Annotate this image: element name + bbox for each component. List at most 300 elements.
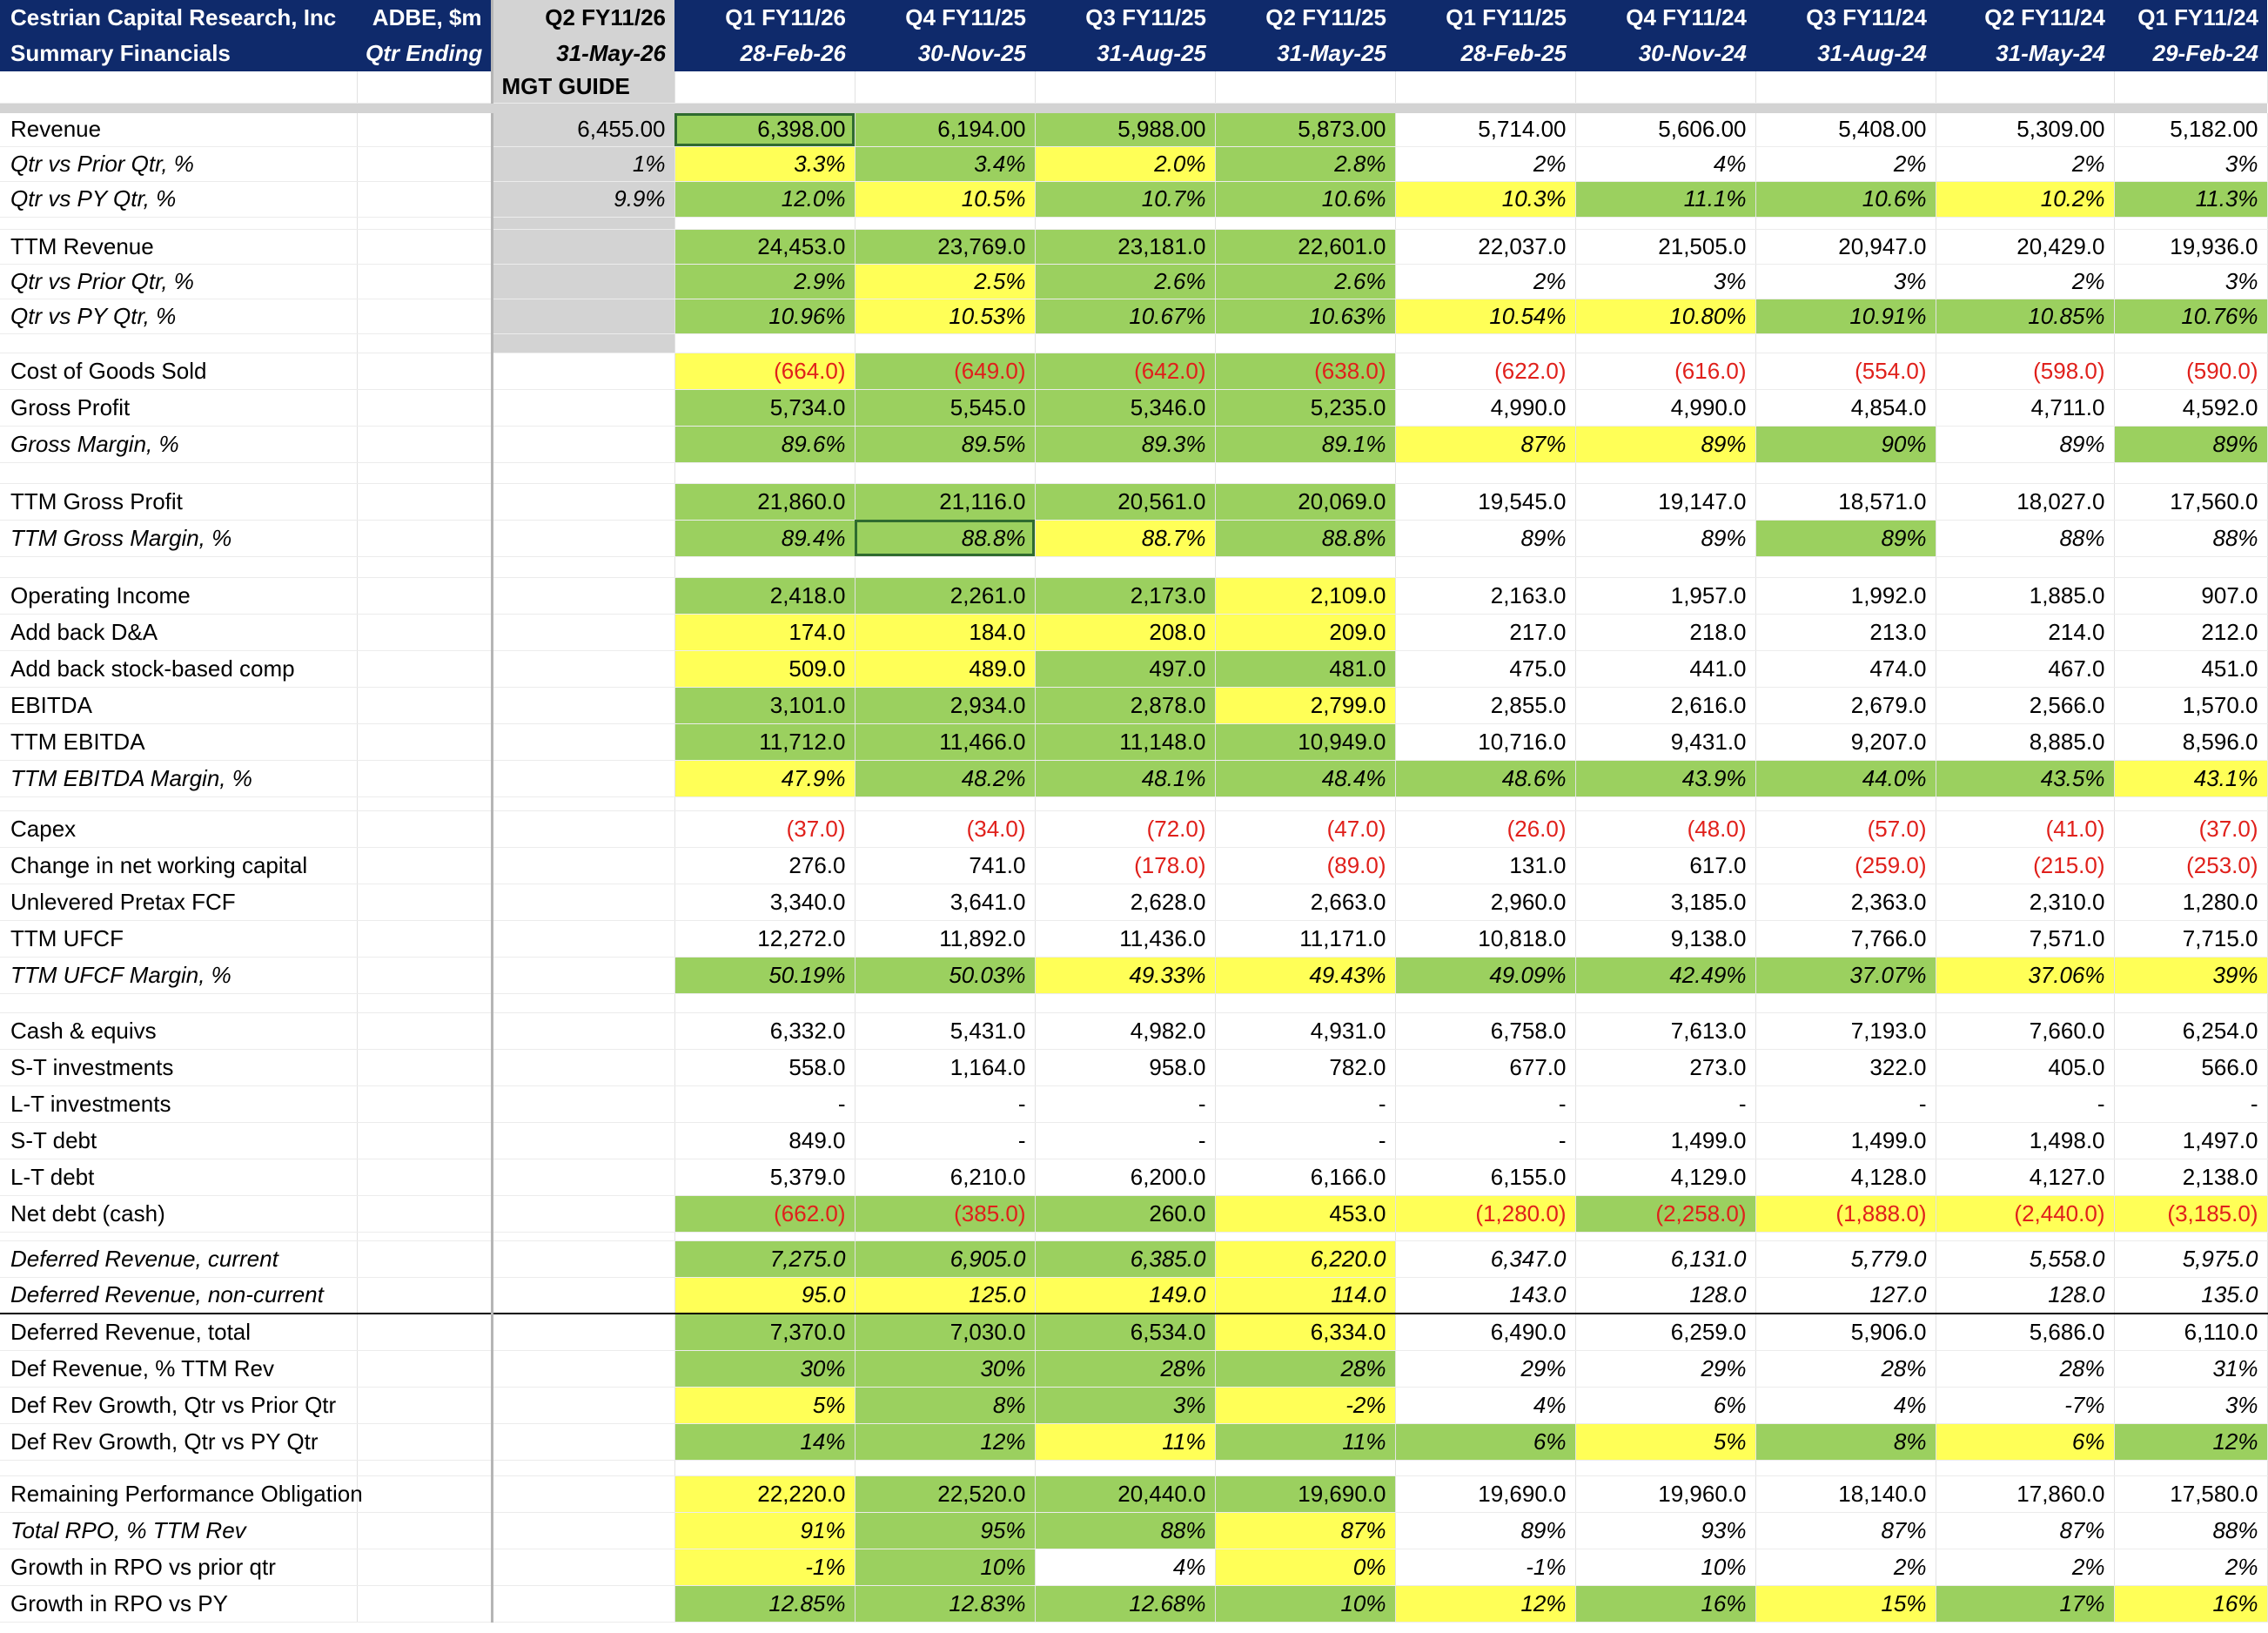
value-cell[interactable]: 5,873.00 (1215, 113, 1395, 146)
empty-cell[interactable] (1755, 71, 1936, 103)
value-cell[interactable]: 17,560.0 (2114, 483, 2267, 520)
value-cell[interactable]: 1,164.0 (855, 1049, 1035, 1085)
value-cell[interactable]: 88% (1035, 1512, 1215, 1549)
value-cell[interactable]: 2.5% (855, 264, 1035, 299)
value-cell[interactable]: 1,498.0 (1936, 1122, 2114, 1159)
value-cell[interactable]: 10.63% (1215, 299, 1395, 333)
value-cell[interactable]: 4% (1575, 146, 1755, 181)
value-cell[interactable]: 20,069.0 (1215, 483, 1395, 520)
empty-cell[interactable] (357, 796, 492, 810)
value-cell[interactable]: 441.0 (1575, 650, 1755, 687)
value-cell[interactable]: 114.0 (1215, 1277, 1395, 1314)
guide-value-cell[interactable] (492, 1387, 674, 1423)
value-cell[interactable]: 5,988.00 (1035, 113, 1215, 146)
empty-cell[interactable] (855, 217, 1035, 229)
value-cell[interactable]: 5,545.0 (855, 389, 1035, 426)
row-label[interactable]: L-T investments (0, 1085, 357, 1122)
guide-value-cell[interactable] (492, 957, 674, 993)
value-cell[interactable]: 22,220.0 (674, 1475, 855, 1512)
value-cell[interactable]: 6,347.0 (1395, 1240, 1575, 1277)
empty-cell[interactable] (492, 1460, 674, 1475)
empty-cell[interactable] (0, 1232, 357, 1240)
value-cell[interactable]: 29% (1575, 1350, 1755, 1387)
value-cell[interactable]: 4% (1035, 1549, 1215, 1585)
value-cell[interactable]: 19,936.0 (2114, 229, 2267, 264)
empty-cell[interactable] (357, 723, 492, 760)
value-cell[interactable]: (37.0) (2114, 810, 2267, 847)
value-cell[interactable]: 741.0 (855, 847, 1035, 884)
guide-value-cell[interactable] (492, 1122, 674, 1159)
value-cell[interactable]: 6,259.0 (1575, 1314, 1755, 1350)
guide-value-cell[interactable] (492, 1085, 674, 1122)
value-cell[interactable]: 128.0 (1575, 1277, 1755, 1314)
value-cell[interactable]: 1,992.0 (1755, 577, 1936, 614)
value-cell[interactable]: 11,466.0 (855, 723, 1035, 760)
value-cell[interactable]: 2% (2114, 1549, 2267, 1585)
value-cell[interactable]: 2,163.0 (1395, 577, 1575, 614)
empty-cell[interactable] (2114, 556, 2267, 577)
row-label[interactable]: Operating Income (0, 577, 357, 614)
value-cell[interactable]: (2,258.0) (1575, 1195, 1755, 1232)
value-cell[interactable]: 6,194.00 (855, 113, 1035, 146)
empty-cell[interactable] (1575, 333, 1755, 353)
col-header-quarter[interactable]: Q2 FY11/24 (1936, 0, 2114, 36)
empty-cell[interactable] (1755, 796, 1936, 810)
value-cell[interactable]: 10% (1575, 1549, 1755, 1585)
value-cell[interactable]: 89% (1755, 520, 1936, 556)
empty-cell[interactable] (357, 1350, 492, 1387)
row-label[interactable]: Capex (0, 810, 357, 847)
value-cell[interactable]: 782.0 (1215, 1049, 1395, 1085)
value-cell[interactable]: 87% (1395, 426, 1575, 462)
guide-value-cell[interactable] (492, 1159, 674, 1195)
value-cell[interactable]: 7,613.0 (1575, 1012, 1755, 1049)
value-cell[interactable]: 7,715.0 (2114, 920, 2267, 957)
value-cell[interactable]: 1,499.0 (1755, 1122, 1936, 1159)
empty-cell[interactable] (357, 462, 492, 483)
value-cell[interactable]: 20,440.0 (1035, 1475, 1215, 1512)
empty-cell[interactable] (1395, 556, 1575, 577)
value-cell[interactable]: 5% (1575, 1423, 1755, 1460)
value-cell[interactable]: 48.4% (1215, 760, 1395, 796)
value-cell[interactable]: 48.6% (1395, 760, 1575, 796)
value-cell[interactable]: - (855, 1085, 1035, 1122)
value-cell[interactable]: 2% (1755, 146, 1936, 181)
value-cell[interactable]: 3,185.0 (1575, 884, 1755, 920)
row-label[interactable]: TTM UFCF Margin, % (0, 957, 357, 993)
empty-cell[interactable] (357, 957, 492, 993)
empty-cell[interactable] (1035, 556, 1215, 577)
value-cell[interactable]: - (1035, 1122, 1215, 1159)
value-cell[interactable]: 9,207.0 (1755, 723, 1936, 760)
col-header-date[interactable]: 31-May-25 (1215, 36, 1395, 71)
value-cell[interactable]: 276.0 (674, 847, 855, 884)
value-cell[interactable]: 11,892.0 (855, 920, 1035, 957)
value-cell[interactable]: 11,712.0 (674, 723, 855, 760)
value-cell[interactable]: 47.9% (674, 760, 855, 796)
empty-cell[interactable] (674, 462, 855, 483)
value-cell[interactable]: (34.0) (855, 810, 1035, 847)
value-cell[interactable]: 16% (1575, 1585, 1755, 1622)
value-cell[interactable]: 87% (1215, 1512, 1395, 1549)
value-cell[interactable]: (554.0) (1755, 353, 1936, 389)
value-cell[interactable]: 174.0 (674, 614, 855, 650)
empty-cell[interactable] (357, 556, 492, 577)
empty-cell[interactable] (357, 1423, 492, 1460)
empty-cell[interactable] (357, 1232, 492, 1240)
value-cell[interactable]: 7,766.0 (1755, 920, 1936, 957)
empty-cell[interactable] (1936, 556, 2114, 577)
empty-cell[interactable] (357, 1049, 492, 1085)
empty-cell[interactable] (0, 796, 357, 810)
value-cell[interactable]: 10.96% (674, 299, 855, 333)
value-cell[interactable]: 4,982.0 (1035, 1012, 1215, 1049)
row-label[interactable]: Deferred Revenue, total (0, 1314, 357, 1350)
value-cell[interactable]: 208.0 (1035, 614, 1215, 650)
guide-value-cell[interactable]: 1% (492, 146, 674, 181)
empty-cell[interactable] (1215, 556, 1395, 577)
col-header-date[interactable]: 31-May-26 (492, 36, 674, 71)
value-cell[interactable]: 19,147.0 (1575, 483, 1755, 520)
value-cell[interactable]: 3% (2114, 264, 2267, 299)
col-header-quarter[interactable]: Q4 FY11/24 (1575, 0, 1755, 36)
value-cell[interactable]: 143.0 (1395, 1277, 1575, 1314)
value-cell[interactable]: 4,990.0 (1395, 389, 1575, 426)
value-cell[interactable]: 88.7% (1035, 520, 1215, 556)
empty-cell[interactable] (1395, 462, 1575, 483)
row-label[interactable]: Deferred Revenue, current (0, 1240, 357, 1277)
value-cell[interactable]: 8% (855, 1387, 1035, 1423)
guide-value-cell[interactable] (492, 1049, 674, 1085)
value-cell[interactable]: 89.6% (674, 426, 855, 462)
col-header-date[interactable]: 29-Feb-24 (2114, 36, 2267, 71)
empty-cell[interactable] (492, 993, 674, 1012)
empty-cell[interactable] (855, 333, 1035, 353)
guide-value-cell[interactable]: 6,455.00 (492, 113, 674, 146)
col-header-quarter[interactable]: Q1 FY11/26 (674, 0, 855, 36)
row-label[interactable]: S-T debt (0, 1122, 357, 1159)
empty-cell[interactable] (2114, 462, 2267, 483)
value-cell[interactable]: 93% (1575, 1512, 1755, 1549)
value-cell[interactable]: 6,398.00 (674, 113, 855, 146)
value-cell[interactable]: 2,679.0 (1755, 687, 1936, 723)
value-cell[interactable]: 6,220.0 (1215, 1240, 1395, 1277)
value-cell[interactable]: 28% (1215, 1350, 1395, 1387)
row-label[interactable]: Add back stock-based comp (0, 650, 357, 687)
ticker-label[interactable]: ADBE, $m (357, 0, 492, 36)
value-cell[interactable]: 2.6% (1215, 264, 1395, 299)
value-cell[interactable]: 10.7% (1035, 181, 1215, 217)
value-cell[interactable]: (598.0) (1936, 353, 2114, 389)
value-cell[interactable]: 5% (674, 1387, 855, 1423)
value-cell[interactable]: 5,975.0 (2114, 1240, 2267, 1277)
empty-cell[interactable] (1755, 993, 1936, 1012)
empty-cell[interactable] (492, 462, 674, 483)
empty-cell[interactable] (855, 993, 1035, 1012)
value-cell[interactable]: 11,148.0 (1035, 723, 1215, 760)
value-cell[interactable]: 6,385.0 (1035, 1240, 1215, 1277)
value-cell[interactable]: 2% (1936, 264, 2114, 299)
value-cell[interactable]: 43.5% (1936, 760, 2114, 796)
value-cell[interactable]: 6,334.0 (1215, 1314, 1395, 1350)
empty-cell[interactable] (357, 760, 492, 796)
col-header-date[interactable]: 31-Aug-24 (1755, 36, 1936, 71)
empty-cell[interactable] (1575, 71, 1755, 103)
guide-value-cell[interactable] (492, 884, 674, 920)
empty-cell[interactable] (1575, 556, 1755, 577)
value-cell[interactable]: 2,261.0 (855, 577, 1035, 614)
empty-cell[interactable] (357, 299, 492, 333)
value-cell[interactable]: 28% (1936, 1350, 2114, 1387)
row-label[interactable]: L-T debt (0, 1159, 357, 1195)
value-cell[interactable]: 37.06% (1936, 957, 2114, 993)
col-header-quarter[interactable]: Q3 FY11/24 (1755, 0, 1936, 36)
empty-cell[interactable] (1755, 462, 1936, 483)
empty-cell[interactable] (1395, 1460, 1575, 1475)
value-cell[interactable]: 91% (674, 1512, 855, 1549)
row-label[interactable]: Def Revenue, % TTM Rev (0, 1350, 357, 1387)
empty-cell[interactable] (357, 1387, 492, 1423)
value-cell[interactable]: 2% (1755, 1549, 1936, 1585)
value-cell[interactable]: 17% (1936, 1585, 2114, 1622)
empty-cell[interactable] (357, 847, 492, 884)
value-cell[interactable]: 88% (1936, 520, 2114, 556)
company-name[interactable]: Cestrian Capital Research, Inc (0, 0, 357, 36)
row-label[interactable]: Gross Margin, % (0, 426, 357, 462)
value-cell[interactable]: 128.0 (1936, 1277, 2114, 1314)
empty-cell[interactable] (1936, 1232, 2114, 1240)
guide-value-cell[interactable] (492, 1277, 674, 1314)
value-cell[interactable]: 4,990.0 (1575, 389, 1755, 426)
empty-cell[interactable] (855, 1460, 1035, 1475)
empty-cell[interactable] (1395, 993, 1575, 1012)
value-cell[interactable]: -1% (1395, 1549, 1575, 1585)
empty-cell[interactable] (357, 920, 492, 957)
value-cell[interactable]: 1,497.0 (2114, 1122, 2267, 1159)
value-cell[interactable]: 6,905.0 (855, 1240, 1035, 1277)
guide-value-cell[interactable] (492, 1314, 674, 1350)
value-cell[interactable]: 89.1% (1215, 426, 1395, 462)
value-cell[interactable]: (37.0) (674, 810, 855, 847)
value-cell[interactable]: 19,545.0 (1395, 483, 1575, 520)
value-cell[interactable]: 127.0 (1755, 1277, 1936, 1314)
value-cell[interactable]: 7,193.0 (1755, 1012, 1936, 1049)
empty-cell[interactable] (674, 333, 855, 353)
value-cell[interactable]: 20,947.0 (1755, 229, 1936, 264)
empty-cell[interactable] (357, 146, 492, 181)
value-cell[interactable]: 22,520.0 (855, 1475, 1035, 1512)
value-cell[interactable]: 4,128.0 (1755, 1159, 1936, 1195)
empty-cell[interactable] (674, 217, 855, 229)
value-cell[interactable]: 184.0 (855, 614, 1035, 650)
value-cell[interactable]: 2,173.0 (1035, 577, 1215, 614)
col-header-quarter[interactable]: Q2 FY11/26 (492, 0, 674, 36)
empty-cell[interactable] (357, 353, 492, 389)
guide-value-cell[interactable] (492, 426, 674, 462)
value-cell[interactable]: - (1395, 1085, 1575, 1122)
empty-cell[interactable] (1575, 796, 1755, 810)
value-cell[interactable]: 2,663.0 (1215, 884, 1395, 920)
value-cell[interactable]: 11.1% (1575, 181, 1755, 217)
value-cell[interactable]: 212.0 (2114, 614, 2267, 650)
row-label[interactable]: EBITDA (0, 687, 357, 723)
value-cell[interactable]: 2,109.0 (1215, 577, 1395, 614)
value-cell[interactable]: 7,030.0 (855, 1314, 1035, 1350)
empty-cell[interactable] (357, 1085, 492, 1122)
value-cell[interactable]: 7,275.0 (674, 1240, 855, 1277)
empty-cell[interactable] (855, 71, 1035, 103)
empty-cell[interactable] (1575, 462, 1755, 483)
guide-value-cell[interactable] (492, 1240, 674, 1277)
value-cell[interactable]: - (1215, 1122, 1395, 1159)
sheet-subtitle[interactable]: Summary Financials (0, 36, 357, 71)
value-cell[interactable]: 4,592.0 (2114, 389, 2267, 426)
value-cell[interactable]: 2.9% (674, 264, 855, 299)
value-cell[interactable]: 1,280.0 (2114, 884, 2267, 920)
empty-cell[interactable] (357, 577, 492, 614)
value-cell[interactable]: 5,734.0 (674, 389, 855, 426)
row-label[interactable]: TTM Gross Profit (0, 483, 357, 520)
row-label[interactable]: TTM EBITDA (0, 723, 357, 760)
value-cell[interactable]: 43.1% (2114, 760, 2267, 796)
value-cell[interactable]: 18,027.0 (1936, 483, 2114, 520)
value-cell[interactable]: (1,280.0) (1395, 1195, 1575, 1232)
value-cell[interactable]: (2,440.0) (1936, 1195, 2114, 1232)
guide-value-cell[interactable] (492, 1350, 674, 1387)
value-cell[interactable]: (1,888.0) (1755, 1195, 1936, 1232)
value-cell[interactable]: 23,769.0 (855, 229, 1035, 264)
empty-cell[interactable] (357, 993, 492, 1012)
value-cell[interactable]: 31% (2114, 1350, 2267, 1387)
value-cell[interactable]: 5,606.00 (1575, 113, 1755, 146)
value-cell[interactable]: 10.6% (1755, 181, 1936, 217)
value-cell[interactable]: 2.0% (1035, 146, 1215, 181)
value-cell[interactable]: 16% (2114, 1585, 2267, 1622)
value-cell[interactable]: 149.0 (1035, 1277, 1215, 1314)
guide-value-cell[interactable] (492, 687, 674, 723)
value-cell[interactable]: (616.0) (1575, 353, 1755, 389)
value-cell[interactable]: 509.0 (674, 650, 855, 687)
value-cell[interactable]: (72.0) (1035, 810, 1215, 847)
value-cell[interactable]: 19,690.0 (1395, 1475, 1575, 1512)
guide-value-cell[interactable] (492, 847, 674, 884)
empty-cell[interactable] (1755, 556, 1936, 577)
empty-cell[interactable] (492, 556, 674, 577)
empty-cell[interactable] (855, 1232, 1035, 1240)
value-cell[interactable]: 88% (2114, 1512, 2267, 1549)
value-cell[interactable]: 10,949.0 (1215, 723, 1395, 760)
guide-value-cell[interactable] (492, 229, 674, 264)
value-cell[interactable]: 8% (1755, 1423, 1936, 1460)
value-cell[interactable]: 28% (1755, 1350, 1936, 1387)
value-cell[interactable]: 11% (1035, 1423, 1215, 1460)
row-label[interactable]: Cost of Goods Sold (0, 353, 357, 389)
value-cell[interactable]: (41.0) (1936, 810, 2114, 847)
empty-cell[interactable] (2114, 1460, 2267, 1475)
value-cell[interactable]: -7% (1936, 1387, 2114, 1423)
value-cell[interactable]: 6,534.0 (1035, 1314, 1215, 1350)
value-cell[interactable]: 2,566.0 (1936, 687, 2114, 723)
value-cell[interactable]: 49.43% (1215, 957, 1395, 993)
empty-cell[interactable] (1035, 796, 1215, 810)
empty-cell[interactable] (1215, 71, 1395, 103)
value-cell[interactable]: 5,182.00 (2114, 113, 2267, 146)
col-header-quarter[interactable]: Q1 FY11/24 (2114, 0, 2267, 36)
value-cell[interactable]: 12.83% (855, 1585, 1035, 1622)
empty-cell[interactable] (1215, 1460, 1395, 1475)
empty-cell[interactable] (2114, 1232, 2267, 1240)
empty-cell[interactable] (1035, 71, 1215, 103)
value-cell[interactable]: 20,429.0 (1936, 229, 2114, 264)
value-cell[interactable]: 88.8% (855, 520, 1035, 556)
value-cell[interactable]: 4% (1755, 1387, 1936, 1423)
empty-cell[interactable] (357, 810, 492, 847)
value-cell[interactable]: (649.0) (855, 353, 1035, 389)
value-cell[interactable]: (57.0) (1755, 810, 1936, 847)
empty-cell[interactable] (1936, 71, 2114, 103)
empty-cell[interactable] (674, 1460, 855, 1475)
value-cell[interactable]: 89% (1575, 426, 1755, 462)
empty-cell[interactable] (1395, 71, 1575, 103)
value-cell[interactable]: (47.0) (1215, 810, 1395, 847)
guide-value-cell[interactable] (492, 353, 674, 389)
empty-cell[interactable] (2114, 993, 2267, 1012)
value-cell[interactable]: 481.0 (1215, 650, 1395, 687)
empty-cell[interactable] (855, 796, 1035, 810)
value-cell[interactable]: 10,818.0 (1395, 920, 1575, 957)
empty-cell[interactable] (357, 217, 492, 229)
row-label[interactable]: Def Rev Growth, Qtr vs PY Qtr (0, 1423, 357, 1460)
value-cell[interactable]: (178.0) (1035, 847, 1215, 884)
empty-cell[interactable] (0, 71, 357, 103)
value-cell[interactable]: 17,860.0 (1936, 1475, 2114, 1512)
empty-cell[interactable] (1395, 796, 1575, 810)
row-label[interactable]: Net debt (cash) (0, 1195, 357, 1232)
empty-cell[interactable] (0, 993, 357, 1012)
value-cell[interactable]: 125.0 (855, 1277, 1035, 1314)
value-cell[interactable]: 89% (2114, 426, 2267, 462)
col-header-date[interactable]: 31-Aug-25 (1035, 36, 1215, 71)
value-cell[interactable]: 2.6% (1035, 264, 1215, 299)
value-cell[interactable]: 475.0 (1395, 650, 1575, 687)
empty-cell[interactable] (0, 217, 357, 229)
value-cell[interactable]: 4,711.0 (1936, 389, 2114, 426)
col-header-date[interactable]: 30-Nov-25 (855, 36, 1035, 71)
empty-cell[interactable] (1035, 1232, 1215, 1240)
empty-cell[interactable] (855, 556, 1035, 577)
value-cell[interactable]: 3% (1755, 264, 1936, 299)
empty-cell[interactable] (1395, 217, 1575, 229)
empty-cell[interactable] (357, 1195, 492, 1232)
empty-cell[interactable] (357, 1460, 492, 1475)
value-cell[interactable]: (3,185.0) (2114, 1195, 2267, 1232)
value-cell[interactable]: 11.3% (2114, 181, 2267, 217)
value-cell[interactable]: 217.0 (1395, 614, 1575, 650)
value-cell[interactable]: 8,596.0 (2114, 723, 2267, 760)
value-cell[interactable]: 5,379.0 (674, 1159, 855, 1195)
value-cell[interactable]: 6,110.0 (2114, 1314, 2267, 1350)
value-cell[interactable]: 2,138.0 (2114, 1159, 2267, 1195)
value-cell[interactable]: 5,906.0 (1755, 1314, 1936, 1350)
value-cell[interactable]: 89.5% (855, 426, 1035, 462)
value-cell[interactable]: 5,309.00 (1936, 113, 2114, 146)
value-cell[interactable]: 6% (1575, 1387, 1755, 1423)
row-label[interactable]: Change in net working capital (0, 847, 357, 884)
value-cell[interactable]: 467.0 (1936, 650, 2114, 687)
value-cell[interactable]: 2% (1395, 146, 1575, 181)
value-cell[interactable]: 22,601.0 (1215, 229, 1395, 264)
empty-cell[interactable] (0, 462, 357, 483)
